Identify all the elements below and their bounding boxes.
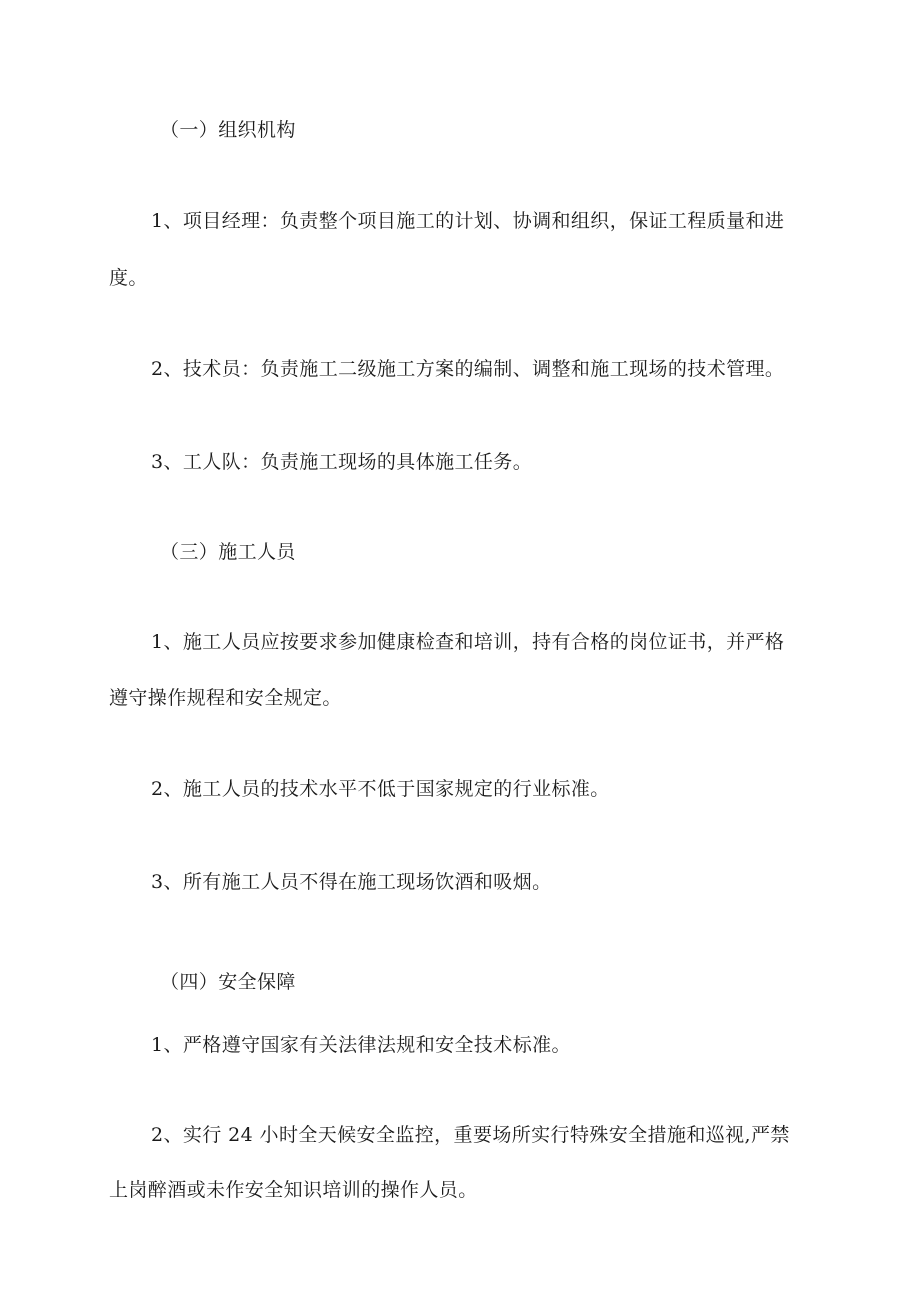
paragraph-safety-monitoring: 2、实行 24 小时全天候安全监控，重要场所实行特殊安全措施和巡视,严禁 bbox=[151, 1124, 790, 1146]
paragraph-safety-monitoring-cont: 上岗醉酒或未作安全知识培训的操作人员。 bbox=[109, 1179, 478, 1201]
section-heading-safety: （四）安全保障 bbox=[160, 971, 296, 993]
paragraph-project-manager-cont: 度。 bbox=[109, 267, 148, 289]
section-heading-organization: （一）组织机构 bbox=[160, 119, 296, 141]
paragraph-personnel-no-drinking: 3、所有施工人员不得在施工现场饮酒和吸烟。 bbox=[151, 871, 552, 893]
paragraph-safety-laws: 1、严格遵守国家有关法律法规和安全技术标准。 bbox=[151, 1034, 571, 1056]
section-heading-personnel: （三）施工人员 bbox=[160, 541, 296, 563]
paragraph-technician: 2、技术员：负责施工二级施工方案的编制、调整和施工现场的技术管理。 bbox=[151, 358, 785, 380]
paragraph-personnel-skill: 2、施工人员的技术水平不低于国家规定的行业标准。 bbox=[151, 778, 610, 800]
paragraph-personnel-training-cont: 遵守操作规程和安全规定。 bbox=[109, 687, 342, 709]
paragraph-worker-team: 3、工人队：负责施工现场的具体施工任务。 bbox=[151, 451, 533, 473]
paragraph-project-manager: 1、项目经理：负责整个项目施工的计划、协调和组织，保证工程质量和进 bbox=[151, 210, 785, 232]
paragraph-personnel-training: 1、施工人员应按要求参加健康检查和培训，持有合格的岗位证书，并严格 bbox=[151, 631, 785, 653]
